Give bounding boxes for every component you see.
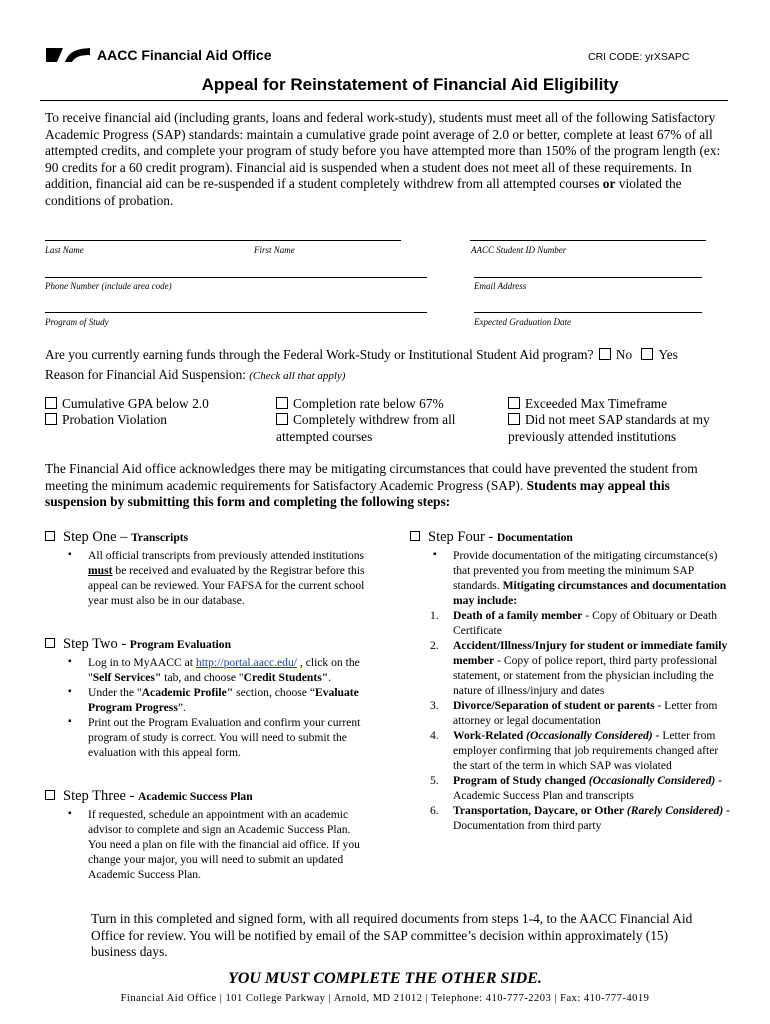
- list-item: 1. Death of a family member - Copy of Obituary or Death Certificate: [430, 609, 718, 637]
- list-item: ▪ Log in to MyAACC at http://portal.aacc.edu/ , click on the "Self Services" tab, and choose "Credit Students".: [65, 655, 365, 685]
- list-item: ▪ Provide documentation of the mitigating circumstance(s) that prevented you from meeting the minimum SAP standards. Mitigating circumstances and documentation may include:: [430, 548, 730, 608]
- program-label: Program of Study: [45, 317, 109, 327]
- list-item: 2. Accident/Illness/Injury for student or immediate family member - Copy of police report, third party professional statement, or statement from the physician including the nature of illness/injury and dates: [430, 639, 728, 697]
- aacc-logo: [45, 46, 91, 64]
- name-field-line[interactable]: [45, 240, 401, 241]
- complete-other-side: YOU MUST COMPLETE THE OTHER SIDE.: [228, 970, 542, 987]
- phone-label: Phone Number (include area code): [45, 281, 172, 291]
- reason-max-timeframe: Exceeded Max Timeframe: [508, 396, 738, 413]
- first-name-label: First Name: [254, 245, 295, 255]
- step-one: Step One – Transcripts ▪ All official transcripts from previously attended institutions must be received and evaluated by the Registrar before this appeal can be reviewed. Your FAFSA for the current school year must also be in our database.: [45, 529, 365, 608]
- cri-code: CRI CODE: yrXSAPC: [588, 51, 690, 63]
- work-study-no-label: No: [615, 347, 633, 362]
- step-one-box: [45, 531, 55, 541]
- student-id-label: AACC Student ID Number: [471, 245, 567, 255]
- list-item: ▪ All official transcripts from previously attended institutions must be received and evaluated by the Registrar before this appeal can be reviewed. Your FAFSA for the current school year must also be in our database.: [65, 548, 365, 608]
- reason-withdrew-checkbox[interactable]: [276, 413, 288, 425]
- portal-link[interactable]: http://portal.aacc.edu/: [195, 656, 297, 669]
- reason-heading: Reason for Financial Aid Suspension: (Check all that apply): [45, 367, 346, 382]
- step-three: Step Three - Academic Success Plan ▪ If requested, schedule an appointment with an academic advisor to complete and sign an Academic Success Plan. You need a plan on file with the financial aid office. If you change your major, you will need to submit an updated Academic Success Plan.: [45, 788, 365, 882]
- work-study-question: Are you currently earning funds through the Federal Work-Study or Institutional Student Aid program? No Yes: [45, 347, 678, 362]
- reason-previous-institutions-checkbox[interactable]: [508, 413, 520, 425]
- reason-previous-institutions: Did not meet SAP standards at my previously attended institutions: [508, 412, 710, 444]
- title-rule: [40, 100, 728, 101]
- reason-completion: Completion rate below 67%: [276, 396, 496, 413]
- email-label: Email Address: [474, 281, 527, 291]
- reason-probation-checkbox[interactable]: [45, 413, 57, 425]
- work-study-yes-checkbox[interactable]: [641, 348, 653, 360]
- page-title: Appeal for Reinstatement of Financial Aid Eligibility: [201, 75, 619, 94]
- list-item: 5. Program of Study changed (Occasionally Considered) - Academic Success Plan and transcripts: [430, 774, 723, 802]
- step-four: Step Four - Documentation ▪ Provide documentation of the mitigating circumstance(s) that prevented you from meeting the minimum SAP standards. Mitigating circumstances and documentation may include: 1. Death of a family member - Copy of Obituary or Death Certificate 2. Accident/Illness/Injury for student or immediate family member - Copy of police report, third party professional statement, or statement from the physician including the nature of illness/injury and dates 3. Divorce/Separation of student or parents - Letter from attorney or legal documentation 4. Work-Related (Occasionally Considered) - Letter from employer confirming that job requirements changed after the start of the term in which SAP was violated 5. Program of Study changed (Occasionally Considered) - Academic Success Plan and transcripts 6. Transportation, Daycare, or Other (Rarely Considered) - Documentation from third party: [410, 529, 730, 833]
- reason-probation: Probation Violation: [45, 412, 265, 429]
- reason-max-timeframe-checkbox[interactable]: [508, 397, 520, 409]
- last-name-label: Last Name: [45, 245, 84, 255]
- phone-field-line[interactable]: [45, 277, 427, 278]
- list-item: ▪ If requested, schedule an appointment with an academic advisor to complete and sign an Academic Success Plan. You need a plan on file with the financial aid office. If you change your major, you will need to submit an updated Academic Success Plan.: [65, 807, 365, 882]
- list-item: 4. Work-Related (Occasionally Considered) - Letter from employer confirming that job requirements changed after the start of the term in which SAP was violated: [430, 729, 719, 772]
- step-two-box: [45, 638, 55, 648]
- list-item: ▪ Print out the Program Evaluation and confirm your current program of study is correct. You will need to submit the evaluation with this appeal form.: [65, 715, 365, 760]
- reason-gpa-checkbox[interactable]: [45, 397, 57, 409]
- list-item: 3. Divorce/Separation of student or parents - Letter from attorney or legal documentation: [430, 699, 718, 727]
- work-study-yes-label: Yes: [658, 347, 678, 362]
- acknowledgement: The Financial Aid office acknowledges there may be mitigating circumstances that could have prevented the student from meeting the minimum academic requirements for Satisfactory Academic Progress (SAP). Students may appeal this suspension by submitting this form and completing the following steps:: [45, 461, 698, 509]
- step-four-box: [410, 531, 420, 541]
- email-field-line[interactable]: [474, 277, 702, 278]
- grad-date-field-line[interactable]: [474, 312, 702, 313]
- office-name: AACC Financial Aid Office: [97, 47, 272, 63]
- step-three-box: [45, 790, 55, 800]
- closing-instructions: Turn in this completed and signed form, with all required documents from steps 1-4, to the AACC Financial Aid Office for review. You will be notified by email of the SAP committee’s decision within approximately (15) business days.: [91, 911, 693, 959]
- footer-contact: Financial Aid Office | 101 College Parkway | Arnold, MD 21012 | Telephone: 410-777-2203 | Fax: 410-777-4019: [120, 993, 650, 1004]
- list-item: 6. Transportation, Daycare, or Other (Rarely Considered) - Documentation from third party: [430, 804, 730, 832]
- reason-withdrew: Completely withdrew from all attempted courses: [276, 412, 456, 444]
- intro-paragraph: To receive financial aid (including grants, loans and federal work-study), students must meet all of the following Satisfactory Academic Progress (SAP) standards: maintain a cumulative grade point average of 2.0 or better, complete at least 67% of all attempted credits, and complete your program of study before you have attempted more than 150% of the program length (ex: 90 credits for a 60 credit program). Financial aid is suspended when a student does not meet all of these requirements. In addition, financial aid can be re-suspended if a student completely withdrew from all attempted courses or violated the conditions of probation.: [45, 110, 721, 208]
- grad-date-label: Expected Graduation Date: [474, 317, 571, 327]
- student-id-field-line[interactable]: [470, 240, 706, 241]
- program-field-line[interactable]: [45, 312, 427, 313]
- reason-gpa: Cumulative GPA below 2.0: [45, 396, 265, 413]
- list-item: ▪ Under the "Academic Profile" section, choose “Evaluate Program Progress”.: [65, 685, 365, 715]
- step-two: Step Two - Program Evaluation ▪ Log in to MyAACC at http://portal.aacc.edu/ , click on the "Self Services" tab, and choose "Credit Students". ▪ Under the "Academic Profile" section, choose “Evaluate Program Progress”. ▪ Print out the Program Evaluation and confirm your current program of study is correct. You will need to submit the evaluation with this appeal form.: [45, 636, 365, 760]
- reason-completion-checkbox[interactable]: [276, 397, 288, 409]
- work-study-no-checkbox[interactable]: [599, 348, 611, 360]
